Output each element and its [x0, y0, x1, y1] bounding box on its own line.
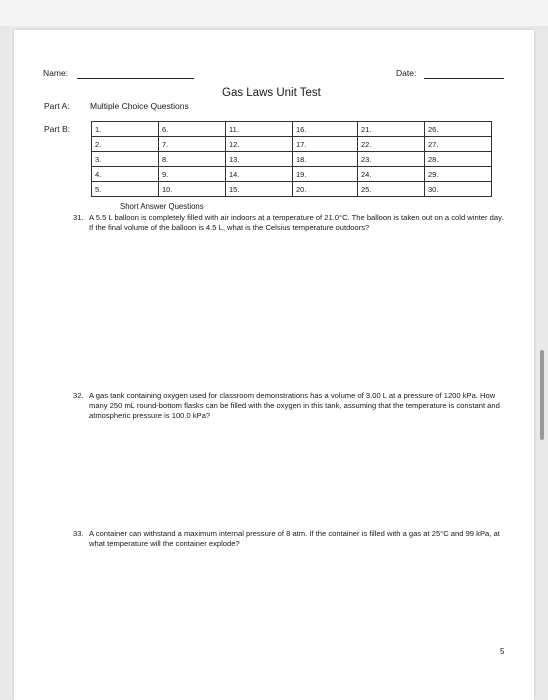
answer-grid-cell: 11.	[226, 122, 293, 137]
answer-grid-cell: 15.	[226, 182, 293, 197]
answer-grid-cell: 5.	[92, 182, 159, 197]
answer-grid-cell: 13.	[226, 152, 293, 167]
scrollbar-thumb[interactable]	[540, 350, 544, 440]
answer-grid-cell: 1.	[92, 122, 159, 137]
answer-grid-cell: 19.	[293, 167, 358, 182]
name-label: Name:	[43, 68, 69, 78]
answer-grid-cell: 24.	[358, 167, 425, 182]
question-text: A gas tank containing oxygen used for classroom demonstrations has a volume of 3.00 L at a pressure of 1200 kPa. How many 250 mL round-bottom flasks can be filled with the oxygen in this tank, assuming that the temperature is constant and atmospheric pressure is 100.0 kPa?	[89, 391, 500, 420]
answer-grid-cell: 17.	[293, 137, 358, 152]
name-blank-line	[77, 78, 194, 79]
answer-grid-cell: 18.	[293, 152, 358, 167]
answer-grid-row	[92, 167, 492, 182]
question-number: 31.	[73, 213, 84, 222]
part-a-text: Multiple Choice Questions	[90, 101, 189, 111]
question-number: 32.	[73, 391, 84, 400]
page-number: 5	[500, 647, 505, 656]
answer-grid-cell: 21.	[358, 122, 425, 137]
answer-grid-cell: 3.	[92, 152, 159, 167]
answer-grid-cell: 26.	[425, 122, 492, 137]
answer-grid-cell: 16.	[293, 122, 358, 137]
answer-grid-cell: 22.	[358, 137, 425, 152]
part-a-label: Part A:	[44, 101, 70, 111]
answer-grid-cell: 2.	[92, 137, 159, 152]
answer-grid-cell: 10.	[159, 182, 226, 197]
viewer-top-strip	[0, 0, 548, 26]
answer-grid-row	[92, 182, 492, 197]
question-number: 33.	[73, 529, 84, 538]
answer-grid-cell: 7.	[159, 137, 226, 152]
answer-grid-cell: 9.	[159, 167, 226, 182]
answer-grid-cell: 29.	[425, 167, 492, 182]
short-answer-heading: Short Answer Questions	[120, 202, 204, 211]
question-text: A container can withstand a maximum internal pressure of 8 atm. If the container is filled with a gas at 25°C and 99 kPa, at what temperature will the container explode?	[89, 529, 500, 548]
date-blank-line	[424, 78, 504, 79]
answer-grid-cell: 23.	[358, 152, 425, 167]
answer-grid-cell: 12.	[226, 137, 293, 152]
answer-grid-cell: 4.	[92, 167, 159, 182]
answer-grid-cell: 14.	[226, 167, 293, 182]
date-label: Date:	[396, 68, 417, 78]
answer-grid-cell: 30.	[425, 182, 492, 197]
answer-grid-cell: 8.	[159, 152, 226, 167]
answer-grid-row	[92, 137, 492, 152]
answer-grid-row	[92, 122, 492, 137]
answer-grid-cell: 6.	[159, 122, 226, 137]
part-b-label: Part B:	[44, 124, 70, 134]
question-text: A 5.5 L balloon is completely filled with air indoors at a temperature of 21.0°C. The balloon is taken out on a cold winter day. If the final volume of the balloon is 4.5 L, what is the Celsius temperature outdoors?	[89, 213, 504, 232]
answer-grid-row	[92, 152, 492, 167]
page-title: Gas Laws Unit Test	[222, 87, 321, 99]
answer-grid-cell: 27.	[425, 137, 492, 152]
answer-grid	[91, 121, 492, 197]
answer-grid-cell: 25.	[358, 182, 425, 197]
answer-grid-cell: 20.	[293, 182, 358, 197]
answer-grid-cell: 28.	[425, 152, 492, 167]
